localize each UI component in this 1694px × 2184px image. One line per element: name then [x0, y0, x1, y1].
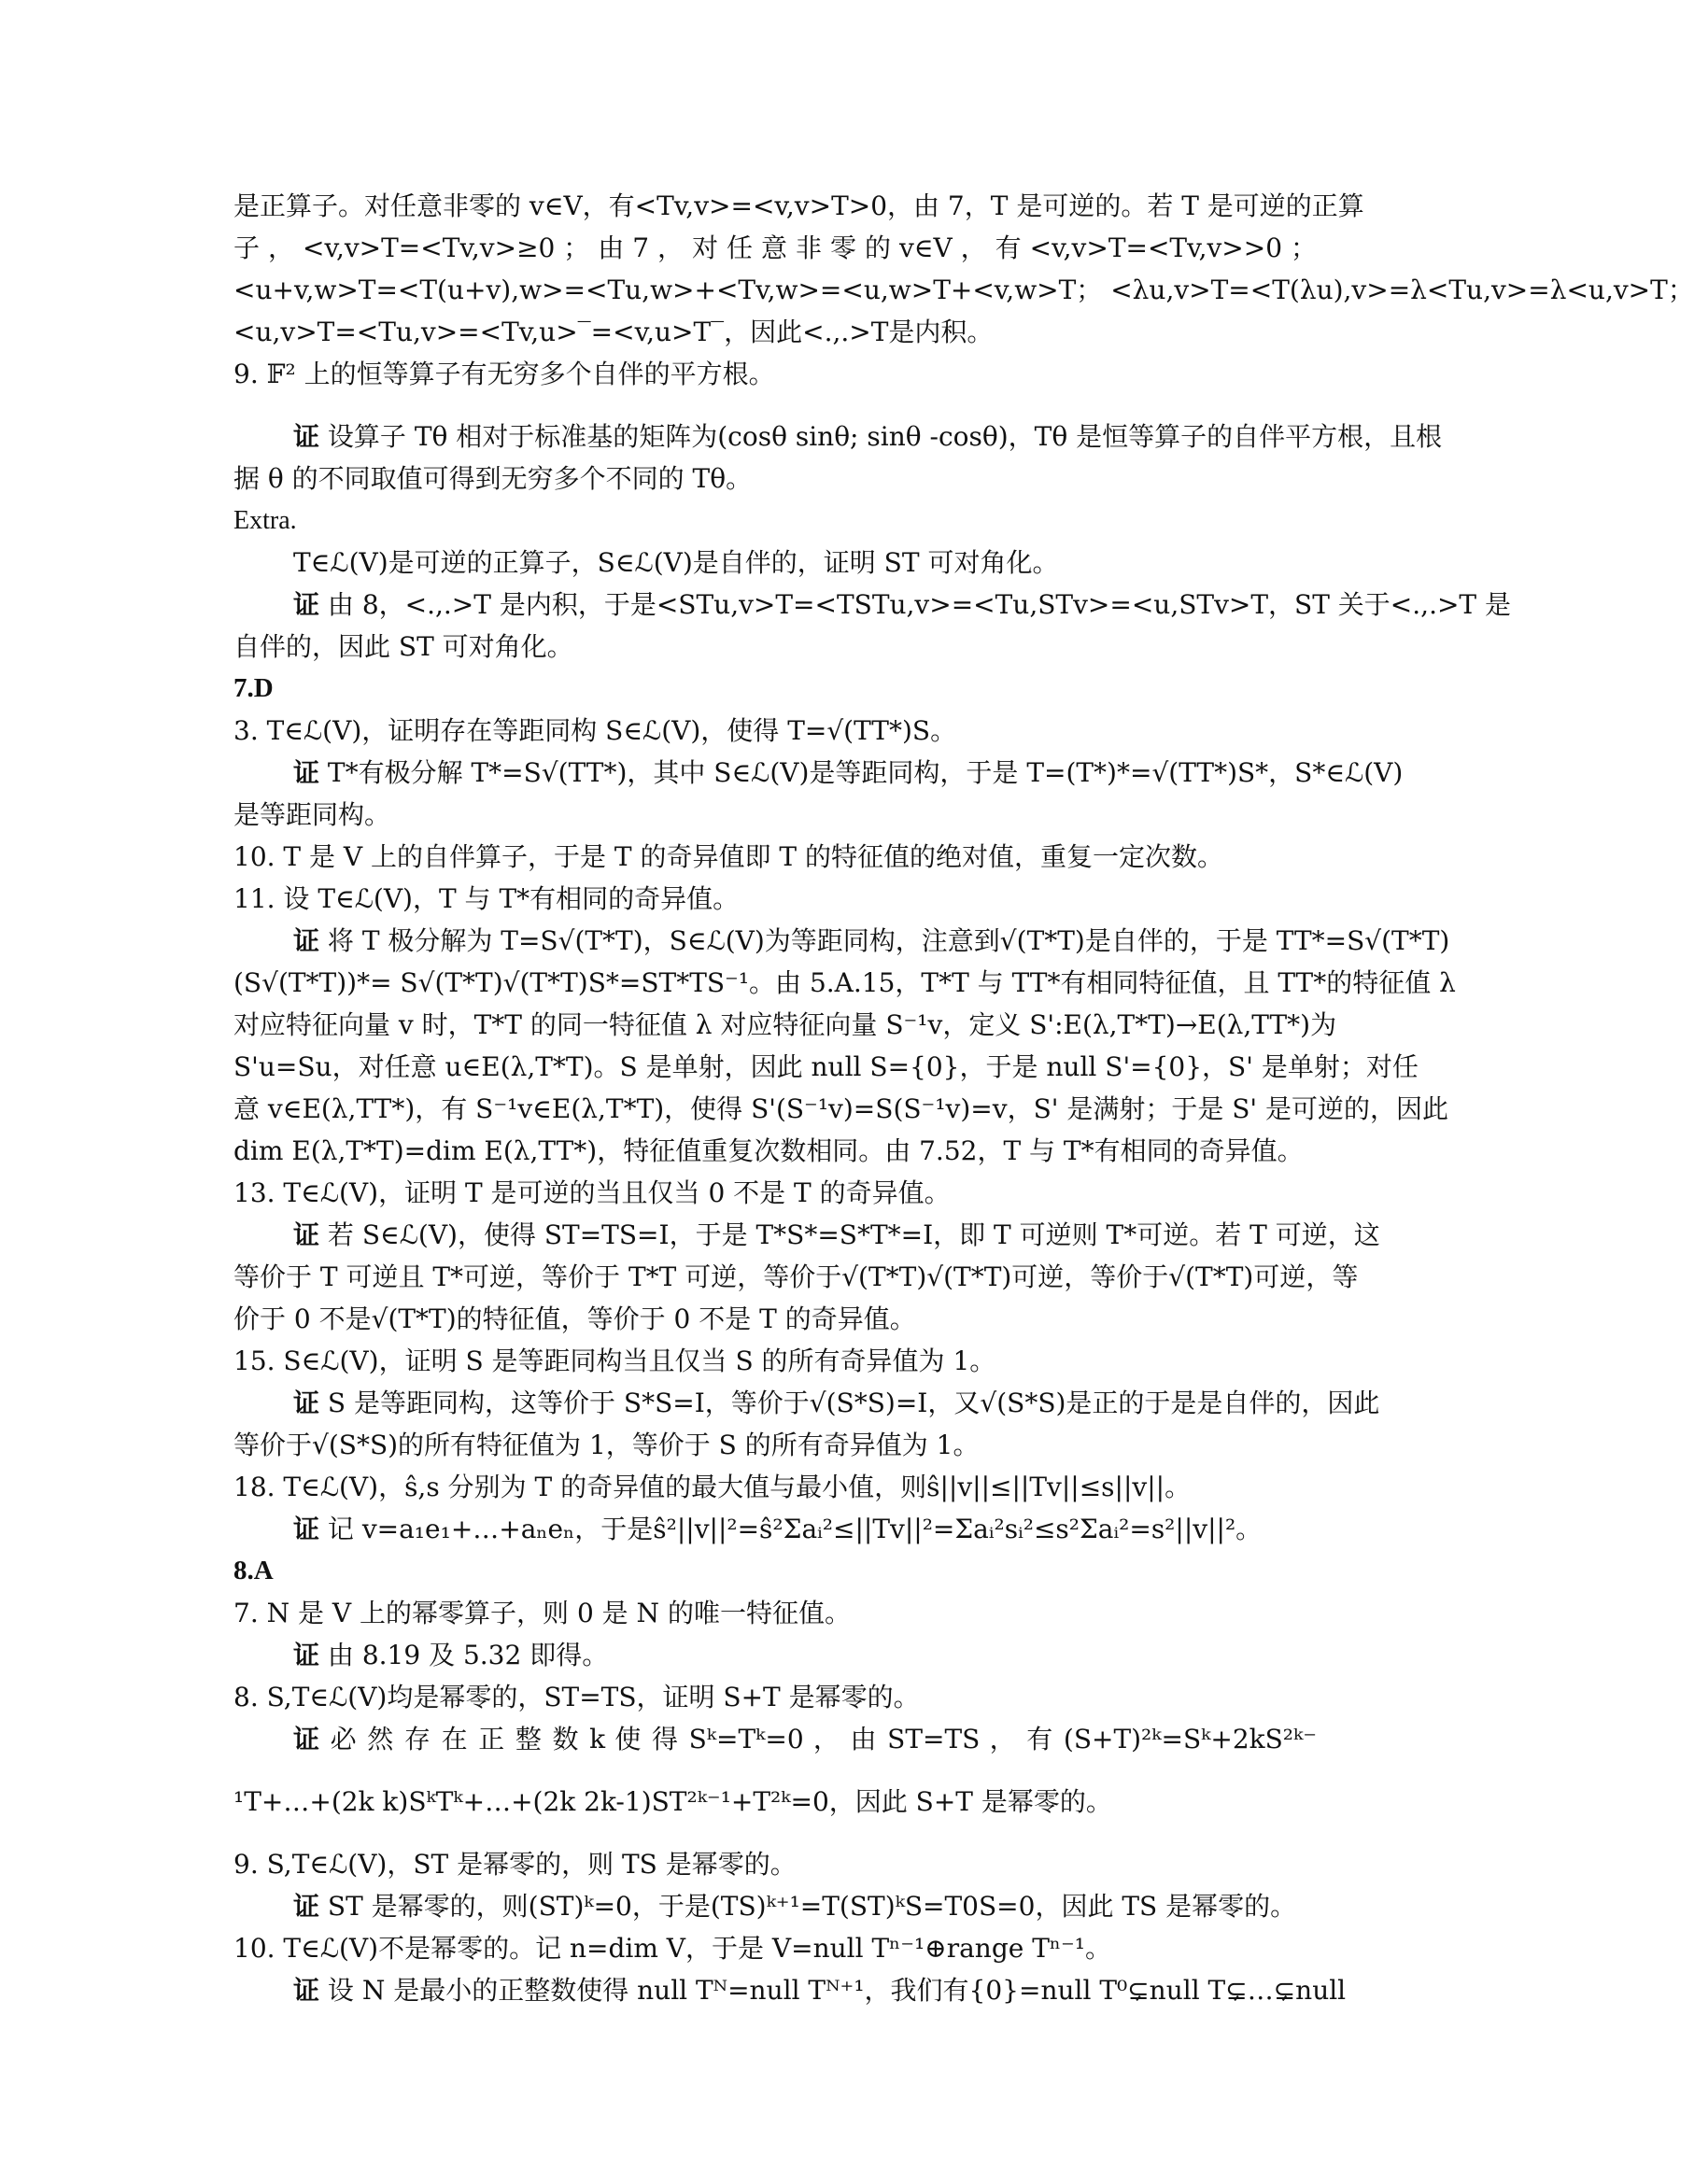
proof-label: 证: [293, 589, 320, 620]
proof-line: [233, 752, 1404, 794]
proof-line: [233, 584, 1512, 626]
proof-text: T*有极分解 T*=S√(TT*)，其中 S∈ℒ(V)是等距同构，于是 T=(T*)*=√(TT*)S*，S*∈ℒ(V): [327, 757, 1404, 788]
section-heading: 8.A: [233, 1556, 274, 1585]
spacer: [233, 395, 1317, 416]
exercise-heading: 7. N 是 V 上的幂零算子，则 0 是 N 的唯一特征值。: [233, 1598, 851, 1628]
exercise-heading: 11. 设 T∈ℒ(V)，T 与 T*有相同的奇异值。: [233, 883, 740, 914]
text-line: 据 θ 的不同取值可得到无穷多个不同的 Tθ。: [233, 463, 753, 494]
text-line: 是正算子。对任意非零的 v∈V，有<Tv,v>=<v,v>T>0，由 7，T 是可逆的。若 T 是可逆的正算: [233, 190, 1364, 221]
proof-label: 证: [293, 925, 320, 956]
proof-line: [233, 1969, 1347, 2011]
text-line: ¹T+…+(2k k)SᵏTᵏ+…+(2k 2k-1)ST²ᵏ⁻¹+T²ᵏ=0，因此 S+T 是幂零的。: [233, 1786, 1112, 1817]
proof-label: 证: [293, 1640, 320, 1670]
text-line: <u,v>T=<Tu,v>=<Tv,u>‾=<v,u>T‾，因此<.,.>T是内积。: [233, 317, 994, 347]
proof-label: 证: [293, 1514, 320, 1544]
proof-text: ST 是幂零的，则(ST)ᵏ=0，于是(TS)ᵏ⁺¹=T(ST)ᵏS=T0S=0，因此 TS 是幂零的。: [327, 1891, 1297, 1922]
proof-line: [233, 1214, 1380, 1256]
exercise-heading: 10. T 是 V 上的自伴算子，于是 T 的奇异值即 T 的特征值的绝对值，重复一定次数。: [233, 841, 1223, 872]
exercise-heading: 8. S,T∈ℒ(V)均是幂零的，ST=TS，证明 S+T 是幂零的。: [233, 1682, 920, 1712]
text-line: 等价于√(S*S)的所有特征值为 1，等价于 S 的所有奇异值为 1。: [233, 1430, 980, 1460]
proof-text: 若 S∈ℒ(V)，使得 ST=TS=I，于是 T*S*=S*T*=I，即 T 可逆则 T*可逆。若 T 可逆，这: [327, 1219, 1380, 1250]
exercise-heading: 9. 𝔽² 上的恒等算子有无穷多个自伴的平方根。: [233, 359, 775, 389]
proof-text: 设算子 Tθ 相对于标准基的矩阵为(cosθ sinθ; sinθ -cosθ)，Tθ 是恒等算子的自伴平方根，且根: [327, 421, 1443, 452]
proof-line: [233, 1508, 1317, 1550]
proof-label: 证: [293, 421, 320, 452]
proof-label: 证: [293, 1724, 321, 1754]
text-line: 子 ， <v,v>T=<Tv,v>≥0 ； 由 7 ， 对 任 意 非 零 的 v∈V ， 有 <v,v>T=<Tv,v>>0 ；: [233, 232, 1317, 263]
text-line: 意 v∈E(λ,TT*)，有 S⁻¹v∈E(λ,T*T)，使得 S'(S⁻¹v)=S(S⁻¹v)=v，S' 是满射；于是 S' 是可逆的，因此: [233, 1093, 1449, 1124]
exercise-heading: 15. S∈ℒ(V)，证明 S 是等距同构当且仅当 S 的所有奇异值为 1。: [233, 1346, 996, 1376]
spacer: [233, 1823, 1317, 1843]
proof-line: [233, 1718, 1317, 1760]
proof-line: [233, 920, 1450, 962]
exercise-heading: 9. S,T∈ℒ(V)，ST 是幂零的，则 TS 是幂零的。: [233, 1849, 797, 1880]
exercise-heading: 3. T∈ℒ(V)，证明存在等距同构 S∈ℒ(V)，使得 T=√(TT*)S。: [233, 715, 957, 746]
proof-label: 证: [293, 1975, 320, 2006]
proof-text: S 是等距同构，这等价于 S*S=I，等价于√(S*S)=I，又√(S*S)是正的于是是自伴的，因此: [327, 1388, 1380, 1418]
exercise-statement: T∈ℒ(V)是可逆的正算子，S∈ℒ(V)是自伴的，证明 ST 可对角化。: [293, 547, 1059, 578]
proof-text: 由 8，<.,.>T 是内积，于是<STu,v>T=<TSTu,v>=<Tu,STv>=<u,STv>T，ST 关于<.,.>T 是: [327, 589, 1512, 620]
proof-text: 将 T 极分解为 T=S√(T*T)，S∈ℒ(V)为等距同构，注意到√(T*T)是自伴的，于是 TT*=S√(T*T): [327, 925, 1450, 956]
proof-label: 证: [293, 1388, 320, 1418]
text-line: 是等距同构。: [233, 799, 391, 830]
text-line: (S√(T*T))*= S√(T*T)√(T*T)S*=ST*TS⁻¹。由 5.A.15，T*T 与 TT*有相同特征值，且 TT*的特征值 λ: [233, 967, 1456, 998]
proof-line: [233, 1885, 1317, 1927]
text-line: 自伴的，因此 ST 可对角化。: [233, 631, 573, 662]
proof-label: 证: [293, 1891, 320, 1922]
text-line: dim E(λ,T*T)=dim E(λ,TT*)，特征值重复次数相同。由 7.52，T 与 T*有相同的奇异值。: [233, 1135, 1304, 1166]
proof-label: 证: [293, 757, 320, 788]
extra-heading: Extra.: [233, 506, 297, 535]
section-heading: 7.D: [233, 673, 274, 703]
text-line: <u+v,w>T=<T(u+v),w>=<Tu,w>+<Tv,w>=<u,w>T+<v,w>T； <λu,v>T=<T(λu),v>=λ<Tu,v>=λ<u,v>T；: [233, 275, 1694, 305]
proof-text: 设 N 是最小的正整数使得 null Tᴺ=null Tᴺ⁺¹，我们有{0}=null T⁰⊊null T⊊…⊊null: [327, 1975, 1347, 2006]
spacer: [233, 1760, 1317, 1781]
text-line: S'u=Su，对任意 u∈E(λ,T*T)。S 是单射，因此 null S={0}，于是 null S'={0}，S' 是单射；对任: [233, 1051, 1419, 1082]
proof-text: 必 然 存 在 正 整 数 k 使 得 Sᵏ=Tᵏ=0 ， 由 ST=TS ， 有 (S+T)²ᵏ=Sᵏ+2kS²ᵏ⁻: [330, 1724, 1317, 1754]
proof-text: 记 v=a₁e₁+…+aₙeₙ，于是ŝ²||v||²=ŝ²Σaᵢ²≤||Tv||²=Σaᵢ²sᵢ²≤s²Σaᵢ²=s²||v||²。: [327, 1514, 1263, 1544]
text-line: 等价于 T 可逆且 T*可逆，等价于 T*T 可逆，等价于√(T*T)√(T*T)可逆，等价于√(T*T)可逆，等: [233, 1261, 1359, 1292]
exercise-heading: 10. T∈ℒ(V)不是幂零的。记 n=dim V，于是 V=null Tⁿ⁻¹⊕range Tⁿ⁻¹。: [233, 1933, 1112, 1964]
proof-text: 由 8.19 及 5.32 即得。: [327, 1640, 609, 1670]
proof-line: [233, 416, 1443, 458]
proof-line: [233, 1634, 1317, 1676]
exercise-heading: 13. T∈ℒ(V)，证明 T 是可逆的当且仅当 0 不是 T 的奇异值。: [233, 1177, 951, 1208]
page-content: [233, 185, 1694, 2011]
proof-line: [233, 1382, 1380, 1424]
exercise-heading: 18. T∈ℒ(V)，ŝ,s 分别为 T 的奇异值的最大值与最小值，则ŝ||v||≤||Tv||≤s||v||。: [233, 1472, 1192, 1502]
proof-label: 证: [293, 1219, 320, 1250]
text-line: 对应特征向量 v 时，T*T 的同一特征值 λ 对应特征向量 S⁻¹v，定义 S':E(λ,T*T)→E(λ,TT*)为: [233, 1009, 1337, 1040]
text-line: 价于 0 不是√(T*T)的特征值，等价于 0 不是 T 的奇异值。: [233, 1303, 916, 1334]
